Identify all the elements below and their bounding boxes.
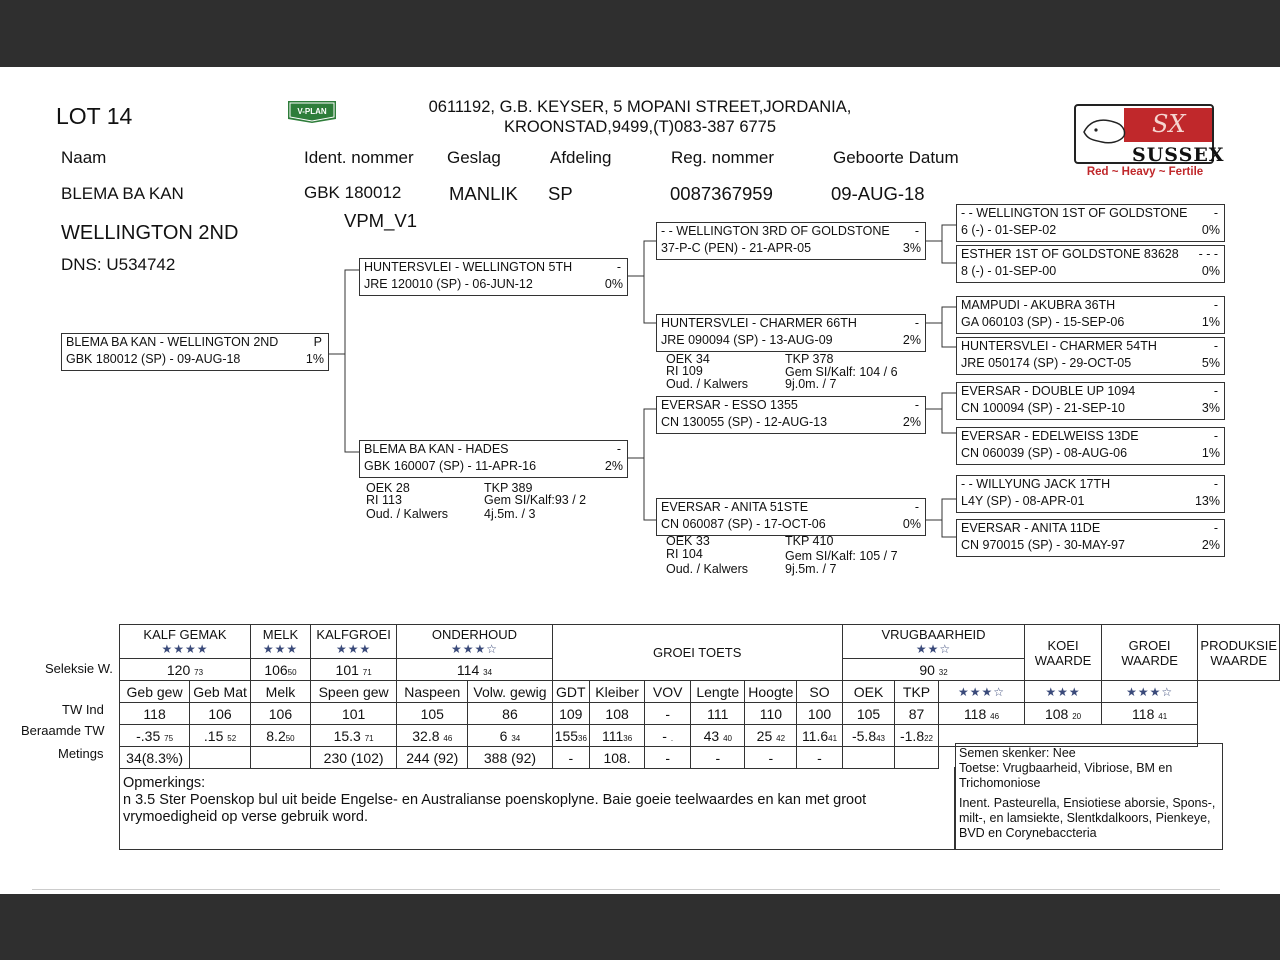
dam-dam-stat-oud: Oud. / Kalwers	[666, 562, 748, 576]
remarks-text: n 3.5 Ster Poenskop bul uit beide Engelse- en Australianse poenskoplyne. Baie goeie teelwaardes en kan met groot vrymoedigheid op verse gebruik word.	[123, 792, 867, 825]
beraamde-tw-row: -.35 75 .15 52 8.250 15.3 71 32.8 46 6 34 15536 11136 - . 43 40 25 42 11.641 -5.843 -1.822	[120, 725, 1280, 747]
dam-dam-stat-kalwers: 9j.5m. / 7	[785, 562, 837, 576]
col-geslag: Geslag	[447, 148, 501, 167]
col-afdeling: Afdeling	[550, 148, 612, 167]
col-naspeen: Naspeen	[397, 681, 468, 703]
pedigree-dam: BLEMA BA KAN - HADES - GBK 160007 (SP) - 11-APR-16 2%	[359, 440, 628, 478]
col-ident: Ident. nommer	[304, 148, 414, 167]
sel-kalfgroei: 101 71	[310, 659, 396, 681]
col-hoogte: Hoogte	[745, 681, 797, 703]
value-reg: 0087367959	[670, 183, 773, 204]
group-produksie-waarde: PRODUKSIE WAARDE	[1198, 625, 1280, 681]
col-reg: Reg. nommer	[671, 148, 774, 167]
kalfgroei-stars-icon: ★★★	[335, 641, 372, 656]
value-geboorte: 09-AUG-18	[831, 183, 925, 204]
pedigree-dds: - - WILLYUNG JACK 17TH - L4Y (SP) - 08-APR-01 13%	[956, 475, 1225, 513]
dam-dam-stat-oek: OEK 33	[666, 534, 710, 548]
dns-code: DNS: U534742	[61, 255, 176, 274]
pedigree-sire: HUNTERSVLEI - WELLINGTON 5TH - JRE 120010 (SP) - 06-JUN-12 0%	[359, 258, 628, 296]
pedigree-sire-sire: - - WELLINGTON 3RD OF GOLDSTONE - 37-P-C (PEN) - 21-APR-05 3%	[656, 222, 926, 260]
pedigree-dss: EVERSAR - DOUBLE UP 1094 - CN 100094 (SP) - 21-SEP-10 3%	[956, 382, 1225, 420]
dam-stat-gem: Gem SI/Kalf:93 / 2	[484, 493, 587, 507]
dam-stat-tkp: TKP 389	[484, 481, 533, 495]
value-ident: GBK 180012	[304, 183, 402, 202]
dam-dam-stat-gem: Gem SI/Kalf: 105 / 7	[785, 549, 898, 563]
value-afdeling: SP	[548, 183, 573, 204]
group-vrugbaarheid: VRUGBAARHEID ★★☆	[842, 625, 1025, 659]
row-label-beraamde: Beraamde TW	[21, 723, 105, 738]
row-label-metings: Metings	[58, 746, 104, 761]
dam-stat-oek: OEK 28	[366, 481, 410, 495]
group-onderhoud: ONDERHOUD ★★★☆	[397, 625, 552, 659]
pedigree-sire-dam: HUNTERSVLEI - CHARMER 66TH - JRE 090094 (SP) - 13-AUG-09 2%	[656, 314, 926, 352]
pedigree-dsd: EVERSAR - EDELWEISS 13DE - CN 060039 (SP) - 08-AUG-06 1%	[956, 427, 1225, 465]
col-naam: Naam	[61, 148, 107, 167]
semen-vaccinations: Inent. Pasteurella, Ensiotiese aborsie, Spons-, milt-, en lamsiekte, Slentkdalkoors, Pienkeye, BVD en Corynebaccteria	[959, 796, 1216, 840]
onderhoud-stars-icon: ★★★☆	[450, 641, 498, 656]
sire-dam-stat-oek: OEK 34	[666, 352, 710, 366]
vpm-code: VPM_V1	[344, 210, 418, 231]
col-gdt: GDT	[552, 681, 589, 703]
pedigree-dam-sire: EVERSAR - ESSO 1355 - CN 130055 (SP) - 12-AUG-13 2%	[656, 396, 926, 434]
group-groei-toets: GROEI TOETS	[552, 625, 842, 681]
sire-dam-stat-ri: RI 109	[666, 364, 703, 378]
sel-kalf-gemak: 120 73	[120, 659, 251, 681]
col-geboorte: Geboorte Datum	[833, 148, 959, 167]
dam-stat-kalwers: 4j.5m. / 3	[484, 507, 536, 521]
group-koei-waarde: KOEI WAARDE	[1025, 625, 1102, 681]
col-kleiber: Kleiber	[589, 681, 644, 703]
sire-dam-stat-kalwers: 9j.0m. / 7	[785, 377, 837, 391]
dam-dam-stat-tkp: TKP 410	[785, 534, 834, 548]
col-melk: Melk	[250, 681, 310, 703]
tw-produksie: 118 41	[1101, 703, 1198, 725]
groei-stars-icon: ★★★	[1025, 681, 1102, 703]
sel-onderhoud: 114 34	[397, 659, 552, 681]
sel-melk: 10650	[250, 659, 310, 681]
page-divider	[32, 889, 1220, 890]
lot-number: LOT 14	[56, 103, 133, 129]
pedigree-ddd: EVERSAR - ANITA 11DE - CN 970015 (SP) - 30-MAY-97 2%	[956, 519, 1225, 557]
group-kalfgroei: KALFGROEI ★★★	[310, 625, 396, 659]
col-geb-mat: Geb Mat	[190, 681, 251, 703]
value-naam: BLEMA BA KAN	[61, 184, 184, 203]
dam-dam-stat-ri: RI 104	[666, 547, 703, 561]
owner-line-1: 0611192, G.B. KEYSER, 5 MOPANI STREET,JORDANIA,	[428, 98, 852, 116]
col-lengte: Lengte	[691, 681, 745, 703]
row-label-tw-ind: TW Ind	[62, 702, 104, 717]
col-oek: OEK	[842, 681, 895, 703]
owner-line-2: KROONSTAD,9499,(T)083-387 6775	[503, 118, 777, 136]
row-label-seleksie: Seleksie W.	[45, 661, 113, 676]
logo-tagline: Red ~ Heavy ~ Fertile	[1086, 166, 1204, 178]
melk-stars-icon: ★★★	[262, 641, 299, 656]
catalog-page	[0, 67, 1280, 894]
pedigree-dam-dam: EVERSAR - ANITA 51STE - CN 060087 (SP) - 17-OCT-06 0%	[656, 498, 926, 536]
group-kalf-gemak: KALF GEMAK ★★★★	[120, 625, 251, 659]
sel-vrugbaarheid: 90 32	[842, 659, 1025, 681]
pedigree-sdd: HUNTERSVLEI - CHARMER 54TH - JRE 050174 (SP) - 29-OCT-05 5%	[956, 337, 1225, 375]
remarks-title: Opmerkings:	[123, 775, 206, 791]
pedigree-ssd: ESTHER 1ST OF GOLDSTONE 83628 - - - 8 (-) - 01-SEP-00 0%	[956, 245, 1225, 283]
sire-dam-stat-gem: Gem SI/Kalf: 104 / 6	[785, 365, 898, 379]
sire-dam-stat-oud: Oud. / Kalwers	[666, 377, 748, 391]
dam-stat-oud: Oud. / Kalwers	[366, 507, 448, 521]
pedigree-sss: - - WELLINGTON 1ST OF GOLDSTONE - 6 (-) - 01-SEP-02 0%	[956, 204, 1225, 242]
col-vov: VOV	[645, 681, 691, 703]
tw-koei: 118 46	[938, 703, 1025, 725]
pedigree-sds: MAMPUDI - AKUBRA 36TH - GA 060103 (SP) - 15-SEP-06 1%	[956, 296, 1225, 334]
semen-donor: Semen skenker: Nee	[959, 746, 1076, 760]
metings-row: 34(8.3%) 230 (102) 244 (92) 388 (92) - 108. - - - -	[120, 747, 1280, 769]
vplan-logo-text: V-PLAN	[297, 107, 327, 116]
tw-ind-row: 118 106 106 101 105 86 109 108 - 111 110 100 105 87 118 46 108 20 118 41	[120, 703, 1280, 725]
produksie-stars-icon: ★★★☆	[1101, 681, 1198, 703]
value-geslag: MANLIK	[449, 183, 518, 204]
group-groei-waarde: GROEI WAARDE	[1101, 625, 1198, 681]
animal-name: WELLINGTON 2ND	[61, 222, 239, 244]
semen-tests: Toetse: Vrugbaarheid, Vibriose, BM en Trichomoniose	[959, 761, 1173, 790]
pedigree-subject: BLEMA BA KAN - WELLINGTON 2ND P GBK 180012 (SP) - 09-AUG-18 1%	[61, 333, 329, 371]
logo-mark: SX	[1152, 110, 1186, 138]
group-melk: MELK ★★★	[250, 625, 310, 659]
dam-stat-ri: RI 113	[366, 493, 402, 507]
semen-info-box	[955, 743, 1223, 850]
col-geb-gew: Geb gew	[120, 681, 190, 703]
koei-stars-icon: ★★★☆	[938, 681, 1025, 703]
tw-groei: 108 20	[1025, 703, 1102, 725]
vrugbaarheid-stars-icon: ★★☆	[915, 641, 952, 656]
logo-name: SUSSEX	[1132, 144, 1225, 166]
col-speen-gew: Speen gew	[310, 681, 396, 703]
sire-dam-stat-tkp: TKP 378	[785, 352, 834, 366]
col-tkp: TKP	[895, 681, 938, 703]
col-volw-gewig: Volw. gewig	[468, 681, 552, 703]
kalf-gemak-stars-icon: ★★★★	[161, 641, 209, 656]
col-so: SO	[797, 681, 842, 703]
remarks-box	[119, 767, 955, 850]
